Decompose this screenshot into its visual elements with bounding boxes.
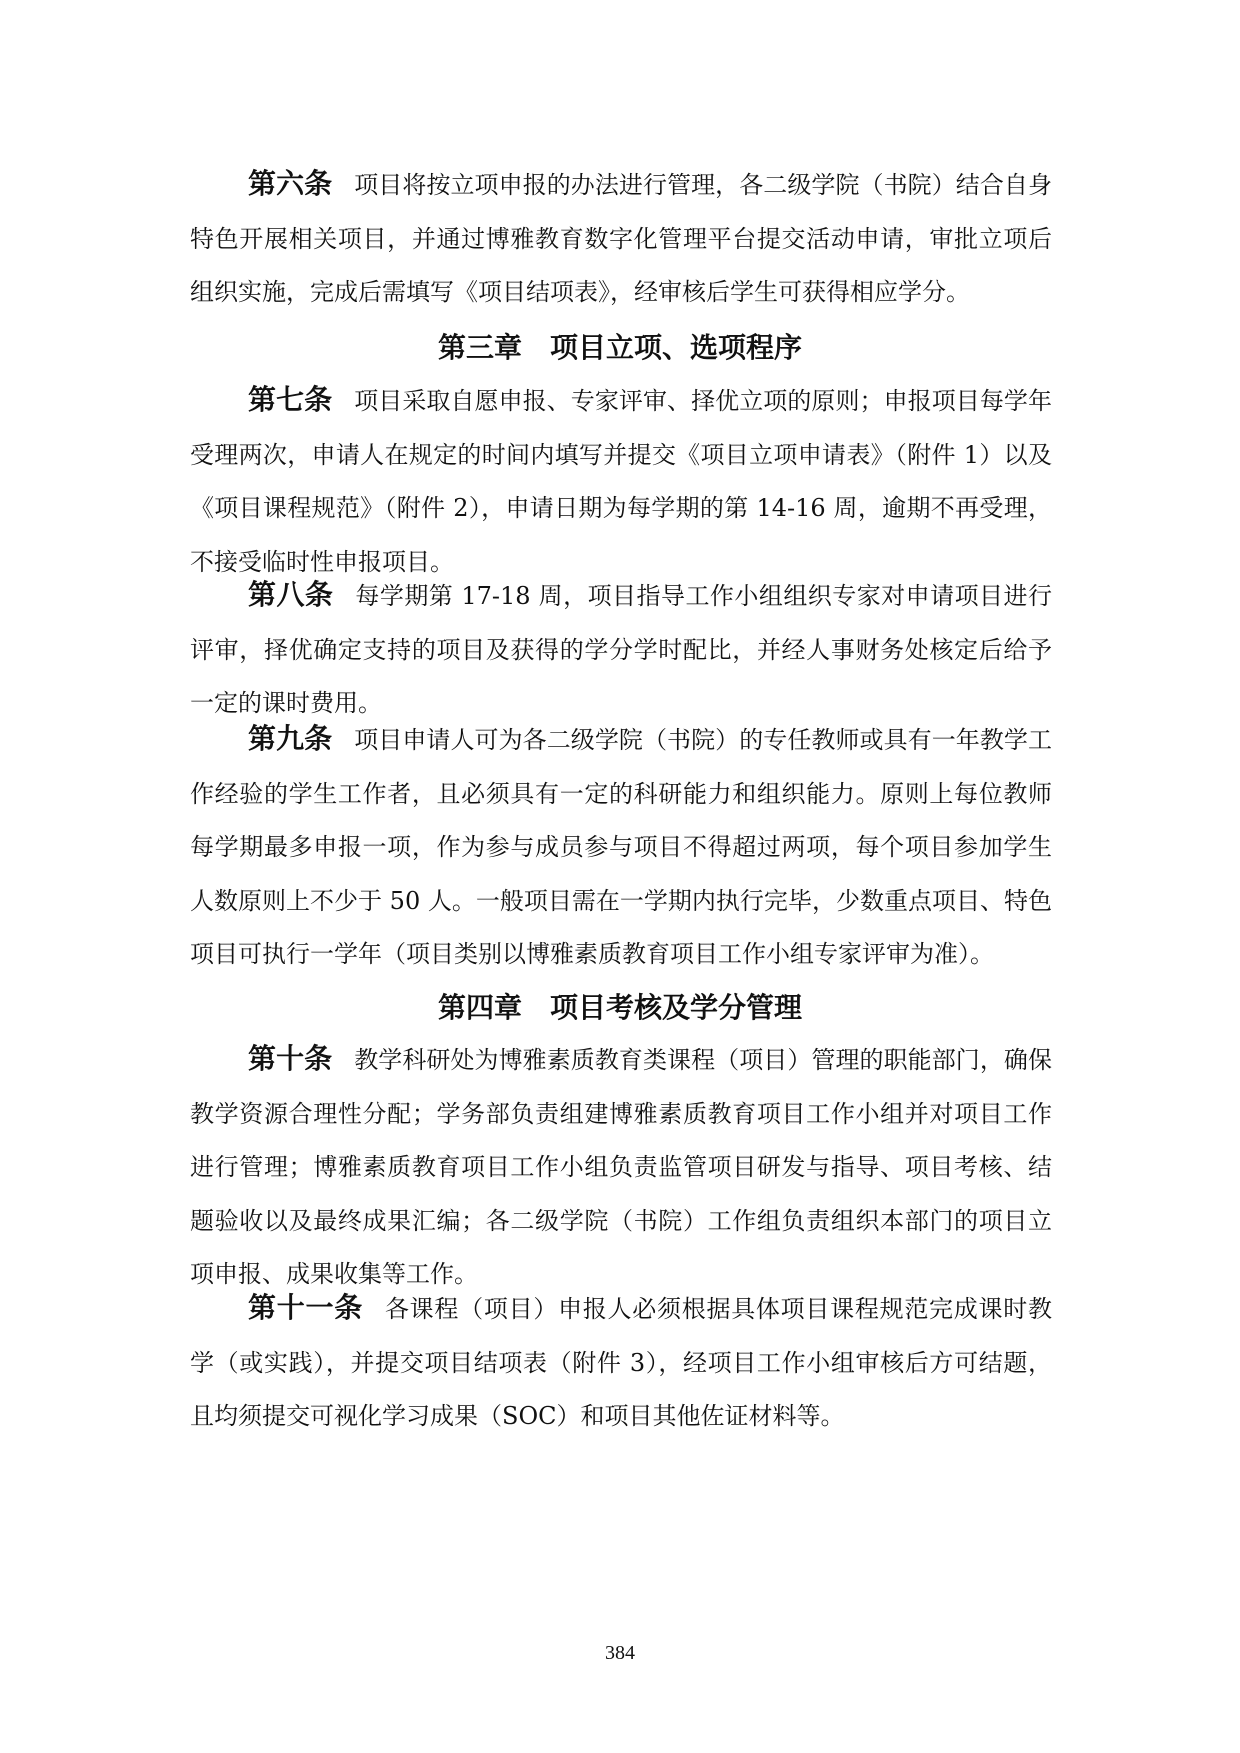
chapter-3-heading	[0, 328, 1240, 368]
chapter-3-title: 项目立项、选项程序	[550, 331, 803, 364]
article-8-text: 每学期第 17-18 周，项目指导工作小组组织专家对申请项目进行评审，择优确定支持的项目及获得的学分学时配比，并经人事财务处核定后给予一定的课时费用。	[190, 582, 1052, 717]
article-7	[190, 373, 1052, 589]
article-7-label: 第七条	[248, 383, 333, 416]
article-9-text: 项目申请人可为各二级学院（书院）的专任教师或具有一年教学工作经验的学生工作者，且必须具有一定的科研能力和组织能力。原则上每位教师每学期最多申报一项，作为参与成员参与项目不得超过两项，每个项目参加学生人数原则上不少于 50 人。一般项目需在一学期内执行完毕，少数重点项目、特色项目可执行一学年（项目类别以博雅素质教育项目工作小组专家评审为准）。	[190, 726, 1052, 968]
chapter-4-number: 第四章	[437, 991, 522, 1024]
article-11	[190, 1281, 1052, 1444]
chapter-4-title: 项目考核及学分管理	[550, 991, 803, 1024]
article-6-text: 项目将按立项申报的办法进行管理，各二级学院（书院）结合自身特色开展相关项目，并通过博雅教育数字化管理平台提交活动申请，审批立项后组织实施，完成后需填写《项目结项表》，经审核后学生可获得相应学分。	[190, 171, 1052, 306]
chapter-4-heading	[0, 988, 1240, 1028]
article-7-text: 项目采取自愿申报、专家评审、择优立项的原则；申报项目每学年受理两次，申请人在规定的时间内填写并提交《项目立项申请表》（附件 1）以及《项目课程规范》（附件 2），申请日期为每学期的第 14-16 周，逾期不再受理，不接受临时性申报项目。	[190, 387, 1052, 576]
article-8-label: 第八条	[248, 578, 334, 611]
article-9-label: 第九条	[248, 722, 333, 755]
chapter-3-number: 第三章	[437, 331, 522, 364]
article-11-label: 第十一条	[248, 1291, 363, 1324]
article-9	[190, 712, 1052, 982]
article-10-text: 教学科研处为博雅素质教育类课程（项目）管理的职能部门，确保教学资源合理性分配；学务部负责组建博雅素质教育项目工作小组并对项目工作进行管理；博雅素质教育项目工作小组负责监管项目研发与指导、项目考核、结题验收以及最终成果汇编；各二级学院（书院）工作组负责组织本部门的项目立项申报、成果收集等工作。	[190, 1046, 1052, 1288]
article-10	[190, 1032, 1052, 1302]
page-number: 384	[605, 1642, 635, 1664]
article-10-label: 第十条	[248, 1042, 333, 1075]
article-8	[190, 568, 1052, 731]
article-6	[190, 157, 1052, 320]
article-6-label: 第六条	[248, 167, 333, 200]
article-11-text: 各课程（项目）申报人必须根据具体项目课程规范完成课时教学（或实践），并提交项目结项表（附件 3），经项目工作小组审核后方可结题，且均须提交可视化学习成果（SOC）和项目其他佐证材料等。	[190, 1295, 1052, 1430]
